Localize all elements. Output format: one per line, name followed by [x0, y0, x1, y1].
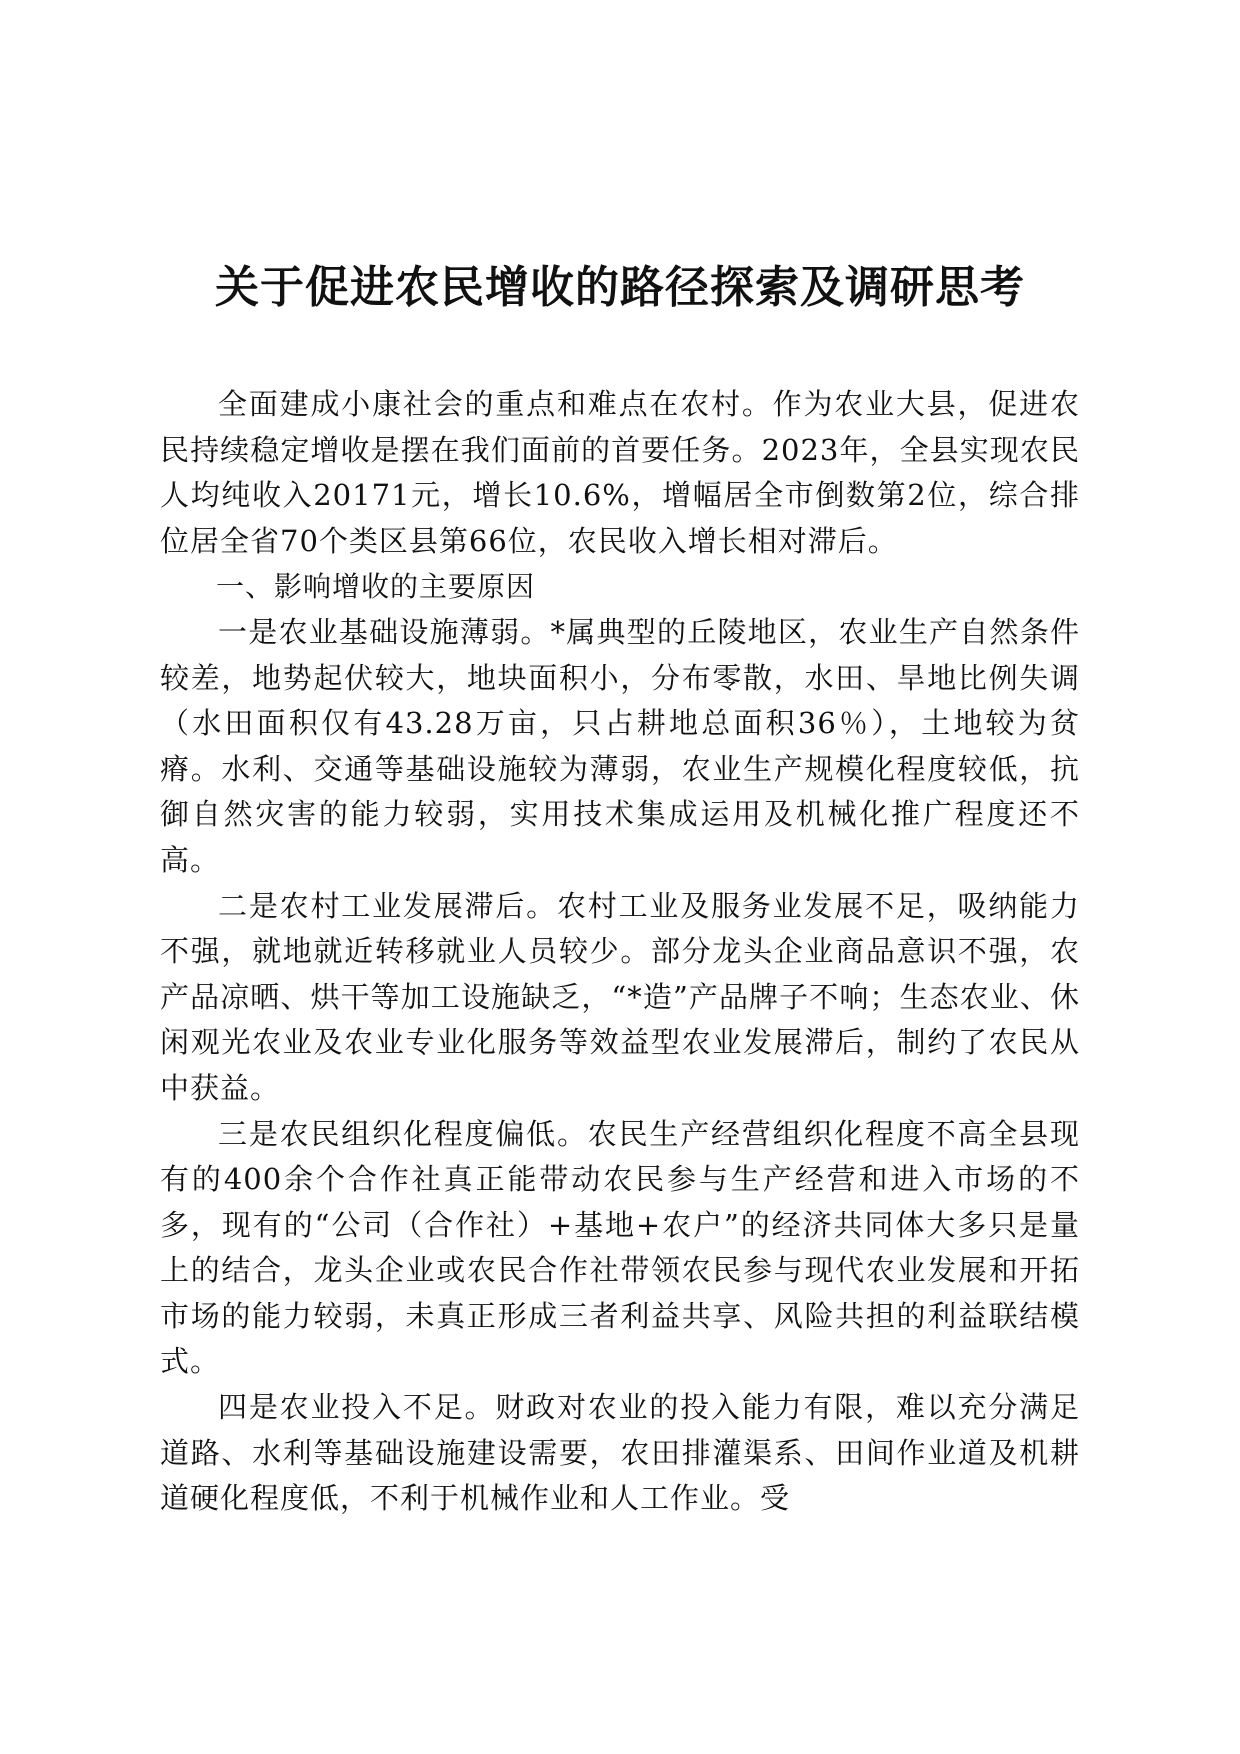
reason-paragraph-4: 四是农业投入不足。财政对农业的投入能力有限，难以充分满足道路、水利等基础设施建设需要，农田排灌渠系、田间作业道及机耕道硬化程度低，不利于机械作业和人工作业。受 — [160, 1390, 1080, 1516]
document-body — [160, 382, 1080, 1522]
reason-paragraph-3: 三是农民组织化程度偏低。农民生产经营组织化程度不高全县现有的400余个合作社真正能带动农民参与生产经营和进入市场的不多，现有的“公司（合作社）+基地+农户”的经济共同体大多只是量上的结合，龙头企业或农民合作社带领农民参与现代农业发展和开拓市场的能力较弱，未真正形成三者利益共享、风险共担的利益联结模式。 — [160, 1116, 1080, 1379]
reason-paragraph-2: 二是农村工业发展滞后。农村工业及服务业发展不足，吸纳能力不强，就地就近转移就业人员较少。部分龙头企业商品意识不强，农产品凉晒、烘干等加工设施缺乏，“*造”产品牌子不响；生态农业、休闲观光农业及农业专业化服务等效益型农业发展滞后，制约了农民从中获益。 — [160, 888, 1080, 1105]
reason-paragraph-1: 一是农业基础设施薄弱。*属典型的丘陵地区，农业生产自然条件较差，地势起伏较大，地块面积小，分布零散，水田、旱地比例失调（水田面积仅有43.28万亩，只占耕地总面积36％），土地较为贫瘠。水利、交通等基础设施较为薄弱，农业生产规模化程度较低，抗御自然灾害的能力较弱，实用技术集成运用及机械化推广程度还不高。 — [160, 614, 1080, 877]
document-title: 关于促进农民增收的路径探索及调研思考 — [215, 262, 1025, 313]
section-heading: 一、影响增收的主要原因 — [216, 570, 536, 604]
intro-paragraph: 全面建成小康社会的重点和难点在农村。作为农业大县，促进农民持续稳定增收是摆在我们面前的首要任务。2023年，全县实现农民人均纯收入20171元，增长10.6%，增幅居全市倒数第2位，综合排位居全省70个类区县第66位，农民收入增长相对滞后。 — [160, 387, 1080, 558]
